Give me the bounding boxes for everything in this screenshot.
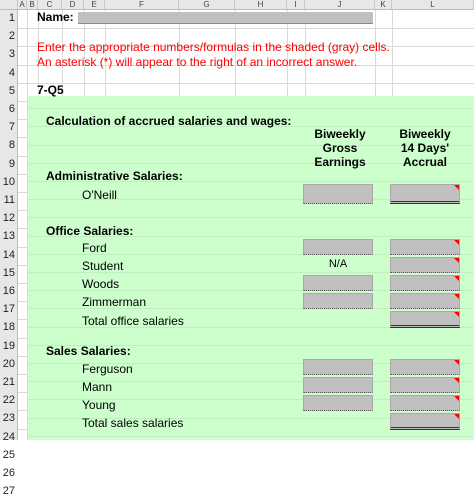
row-header-12[interactable]: 12 — [2, 212, 15, 225]
row-header-17[interactable]: 17 — [2, 303, 15, 316]
row-header-13[interactable]: 13 — [2, 230, 15, 243]
accrual-header-line-2: 14 Days' — [400, 141, 450, 155]
error-indicator-icon — [454, 414, 459, 419]
zimmerman-accrual-input[interactable] — [390, 293, 460, 309]
row-header-11[interactable]: 11 — [3, 194, 15, 206]
gross-earnings-header-line-2: Gross — [322, 141, 358, 155]
gross-earnings-header-line-3: Earnings — [314, 155, 366, 169]
total-office-label: Total office salaries — [82, 314, 184, 328]
row-header-14[interactable]: 14 — [2, 248, 15, 261]
name-label: Name: — [37, 10, 74, 24]
sales-salaries-header: Sales Salaries: — [46, 344, 131, 358]
ford-accrual-input[interactable] — [390, 239, 460, 255]
section-title: Calculation of accrued salaries and wages: — [46, 114, 292, 128]
row-header-4[interactable]: 4 — [8, 66, 15, 79]
zimmerman-gross-input[interactable] — [303, 293, 373, 309]
employee-ferguson-label: Ferguson — [82, 362, 133, 376]
instruction-line-2: An asterisk (*) will appear to the right of an incorrect answer. — [37, 55, 358, 69]
error-indicator-icon — [454, 294, 459, 299]
error-indicator-icon — [454, 258, 459, 263]
accrual-header-line-3: Accrual — [402, 155, 448, 169]
row-header-10[interactable]: 10 — [2, 175, 15, 188]
admin-salaries-header: Administrative Salaries: — [46, 169, 183, 183]
employee-woods-label: Woods — [82, 277, 120, 291]
employee-student-label: Student — [82, 259, 124, 273]
row-header-24[interactable]: 24 — [2, 430, 15, 443]
row-header-7[interactable]: 7 — [8, 121, 15, 134]
woods-accrual-input[interactable] — [390, 275, 460, 291]
employee-young-label: Young — [82, 398, 116, 412]
green-row-line — [28, 217, 474, 218]
row-header-25[interactable]: 25 — [2, 448, 15, 461]
error-indicator-icon — [454, 276, 459, 281]
green-row-line — [28, 108, 474, 109]
total-sales-label: Total sales salaries — [82, 416, 184, 430]
column-header-g[interactable]: G — [179, 0, 235, 9]
row-header-5[interactable]: 5 — [8, 84, 15, 97]
column-header-bar — [0, 0, 474, 10]
student-gross-na: N/A — [328, 258, 348, 270]
young-accrual-input[interactable] — [390, 395, 460, 411]
woods-gross-input[interactable] — [303, 275, 373, 291]
ford-gross-input[interactable] — [303, 239, 373, 255]
row-header-27[interactable]: 27 — [2, 485, 15, 497]
select-all-corner[interactable] — [0, 0, 18, 9]
column-header-k[interactable]: K — [375, 0, 392, 9]
row-header-3[interactable]: 3 — [8, 48, 15, 61]
grid-row-line — [18, 83, 474, 84]
error-indicator-icon — [454, 312, 459, 317]
error-indicator-icon — [454, 396, 459, 401]
office-salaries-header: Office Salaries: — [46, 224, 134, 238]
row-header-6[interactable]: 6 — [8, 103, 15, 115]
total-sales-accrual-input[interactable] — [390, 413, 460, 430]
name-input-cell[interactable] — [78, 12, 373, 24]
row-header-9[interactable]: 9 — [8, 157, 15, 170]
accrual-header-line-1: Biweekly — [399, 127, 451, 141]
row-header-26[interactable]: 26 — [2, 467, 15, 479]
mann-gross-input[interactable] — [303, 377, 373, 393]
error-indicator-icon — [454, 378, 459, 383]
row-header-1[interactable]: 1 — [8, 12, 15, 24]
column-header-h[interactable]: H — [235, 0, 287, 9]
ferguson-accrual-input[interactable] — [390, 359, 460, 375]
row-header-15[interactable]: 15 — [2, 266, 15, 279]
row-header-19[interactable]: 19 — [2, 339, 15, 352]
error-indicator-icon — [454, 185, 459, 190]
employee-mann-label: Mann — [82, 380, 113, 394]
column-header-a[interactable]: A — [18, 0, 27, 9]
oneill-gross-input[interactable] — [303, 184, 373, 204]
problem-id: 7-Q5 — [37, 83, 64, 97]
column-header-f[interactable]: F — [105, 0, 179, 9]
ferguson-gross-input[interactable] — [303, 359, 373, 375]
instruction-line-1: Enter the appropriate numbers/formulas in the shaded (gray) cells. — [37, 40, 390, 54]
column-header-e[interactable]: E — [84, 0, 105, 9]
young-gross-input[interactable] — [303, 395, 373, 411]
student-accrual-input[interactable] — [390, 257, 460, 273]
row-header-bar — [0, 10, 18, 497]
row-header-18[interactable]: 18 — [2, 321, 15, 334]
column-header-b[interactable]: B — [27, 0, 38, 9]
error-indicator-icon — [454, 360, 459, 365]
employee-oneill-label: O'Neill — [82, 188, 117, 202]
column-header-j[interactable]: J — [305, 0, 375, 9]
row-header-21[interactable]: 21 — [2, 376, 15, 388]
column-header-l[interactable]: L — [392, 0, 474, 9]
grid-row-line — [18, 28, 474, 29]
gross-earnings-header-line-1: Biweekly — [314, 127, 366, 141]
employee-ford-label: Ford — [82, 241, 107, 255]
error-indicator-icon — [454, 240, 459, 245]
row-header-2[interactable]: 2 — [8, 30, 15, 43]
row-header-23[interactable]: 23 — [2, 412, 15, 425]
green-row-line — [28, 436, 474, 437]
row-header-16[interactable]: 16 — [2, 285, 15, 297]
mann-accrual-input[interactable] — [390, 377, 460, 393]
column-header-c[interactable]: C — [38, 0, 62, 9]
row-header-20[interactable]: 20 — [2, 357, 15, 370]
employee-zimmerman-label: Zimmerman — [82, 295, 147, 309]
row-header-8[interactable]: 8 — [8, 139, 15, 152]
total-office-accrual-input[interactable] — [390, 311, 460, 328]
oneill-accrual-input[interactable] — [390, 184, 460, 204]
column-header-d[interactable]: D — [62, 0, 84, 9]
column-header-i[interactable]: I — [287, 0, 305, 9]
row-header-22[interactable]: 22 — [2, 394, 15, 407]
